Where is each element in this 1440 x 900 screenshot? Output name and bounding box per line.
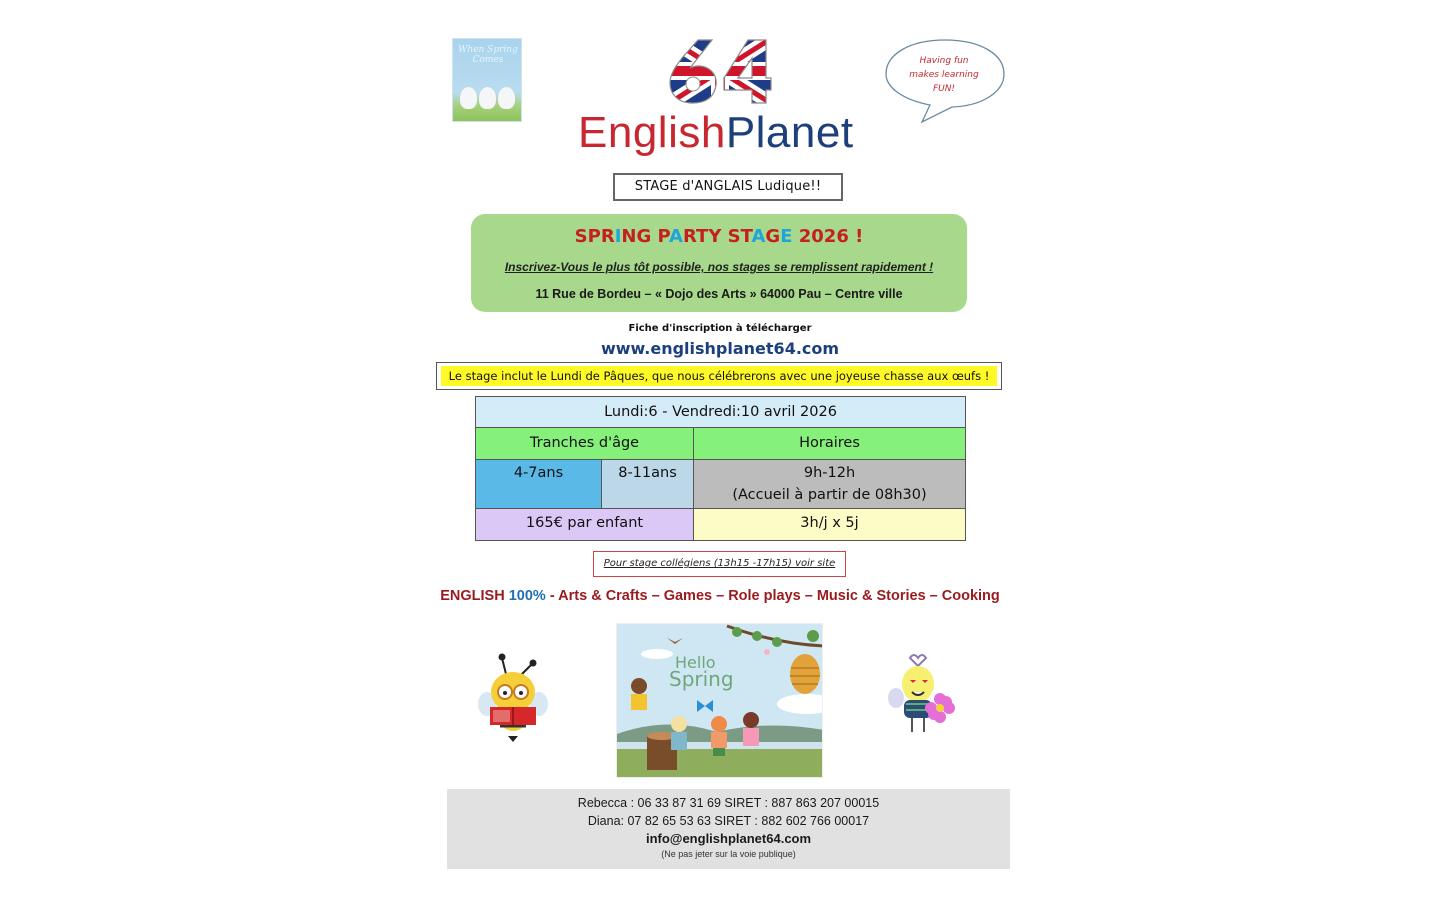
table-row (476, 460, 966, 509)
hours-welcome: (Accueil à partir de 08h30) (732, 487, 927, 503)
hours-header-cell: Horaires (694, 428, 966, 460)
title-part: A (751, 226, 766, 247)
title-part: G (765, 226, 781, 247)
address-text: 11 Rue de Bordeu – « Dojo des Arts » 64000 Pau – Centre ville (535, 287, 903, 301)
website-link[interactable]: www.englishplanet64.com (600, 339, 840, 358)
activities-list: - Arts & Crafts – Games – Role plays – Music & Stories – Cooking (545, 588, 1000, 604)
title-part: I (614, 226, 622, 247)
flower-bee-icon (886, 652, 956, 740)
reading-bee-icon (478, 652, 548, 744)
logo-word-planet: Planet (725, 108, 854, 157)
table-row (476, 509, 966, 541)
hello-spring-illustration (616, 623, 823, 778)
age-group-4-7-cell: 4-7ans (476, 460, 602, 509)
hours-cell (694, 460, 966, 509)
contact-diana: Diana: 07 82 65 53 63 SIRET : 882 602 766 00017 (587, 814, 870, 828)
schedule-table (475, 396, 966, 541)
speech-line: makes learning (909, 70, 979, 80)
register-early-text: Inscrivez-Vous le plus tôt possible, nos stages se remplissent rapidement ! (504, 260, 934, 274)
contact-email-link[interactable]: info@englishplanet64.com (645, 831, 812, 846)
title-part: A (669, 226, 683, 247)
price-cell: 165€ par enfant (476, 509, 694, 541)
age-group-8-11-cell: 8-11ans (602, 460, 694, 509)
stage-label: STAGE d'ANGLAIS Ludique!! (613, 173, 843, 201)
college-stage-link[interactable]: Pour stage collégiens (13h15 -17h15) voir site (593, 551, 846, 577)
disposal-note: (Ne pas jeter sur la voie publique) (661, 849, 796, 859)
title-part: SPR (574, 226, 615, 247)
title-part: RTY ST (682, 226, 752, 247)
speech-line: FUN! (932, 84, 956, 94)
table-row (476, 428, 966, 460)
table-row (476, 397, 966, 428)
logo-word-english: English (578, 108, 726, 157)
activities-line (0, 588, 1440, 604)
promo-panel (471, 214, 967, 312)
contact-panel (447, 789, 1010, 869)
english-planet-logo (578, 108, 868, 158)
duration-cell: 3h/j x 5j (694, 509, 966, 541)
easter-note-box (436, 362, 1002, 390)
contact-rebecca: Rebecca : 06 33 87 31 69 SIRET : 887 863 207 00015 (577, 796, 880, 810)
age-header-cell: Tranches d'âge (476, 428, 694, 460)
hours-time: 9h-12h (803, 465, 856, 481)
bunny-icon (479, 87, 496, 109)
spring-party-title (471, 226, 967, 248)
speech-line: Having fun (919, 56, 969, 66)
union-jack-64-logo-icon (668, 38, 772, 104)
bunny-icon (498, 87, 515, 109)
book-cover-image (452, 38, 522, 122)
activities-percent: 100% (508, 588, 546, 604)
hello-spring-scene-icon (617, 624, 823, 778)
activities-prefix: ENGLISH (440, 588, 509, 604)
book-title: When Spring Comes (458, 45, 518, 65)
speech-bubble-text (898, 54, 990, 96)
easter-note-text: Le stage inclut le Lundi de Pâques, que nous célébrerons avec une joyeuse chasse aux œufs ! (441, 366, 997, 386)
title-part: 2026 ! (792, 226, 864, 247)
title-part: NG P (621, 226, 670, 247)
bunny-icon (460, 87, 477, 109)
dates-cell: Lundi:6 - Vendredi:10 avril 2026 (476, 397, 966, 428)
hello-text: Hello (675, 653, 716, 672)
spring-text: Spring (669, 667, 734, 691)
title-part: E (780, 226, 793, 247)
download-form-label: Fiche d'inscription à télécharger (628, 323, 812, 334)
